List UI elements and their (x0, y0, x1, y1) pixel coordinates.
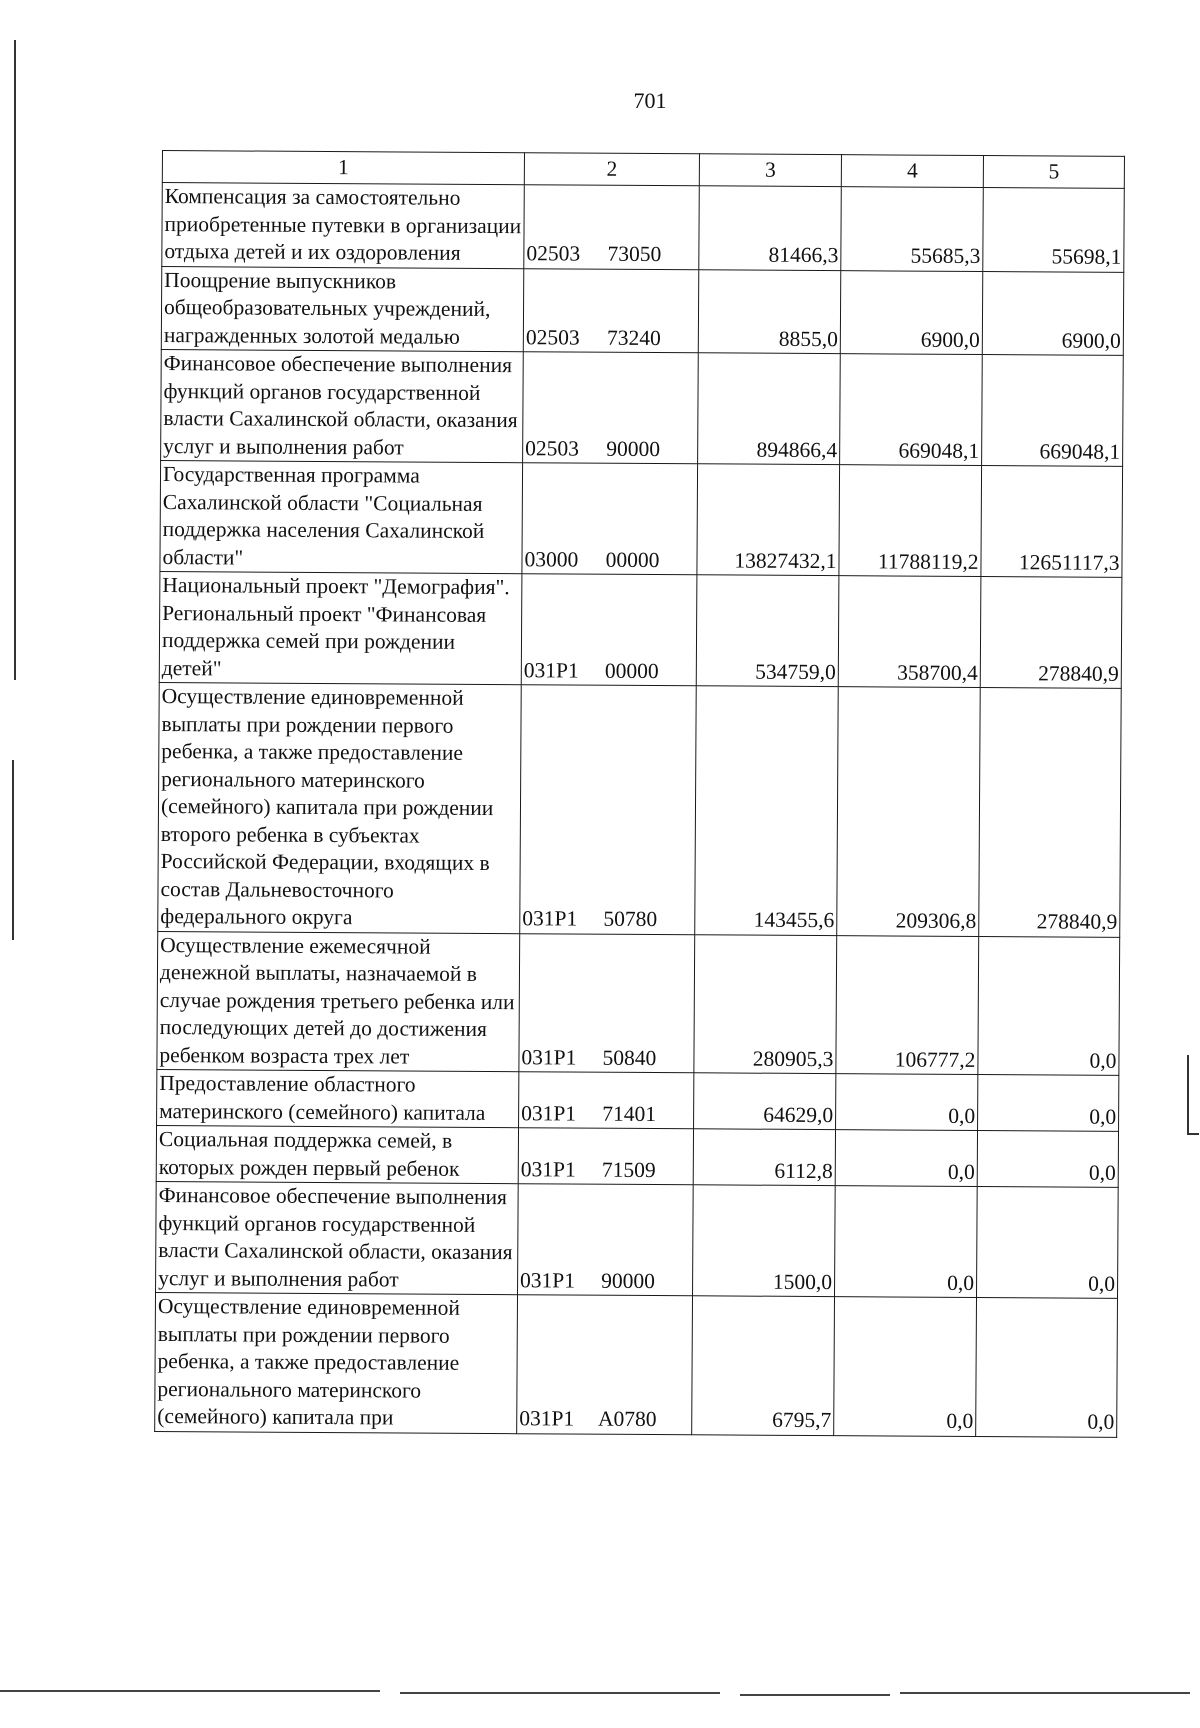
program-code: 02503 (525, 435, 580, 461)
column-header: 2 (524, 153, 699, 186)
value-col4: 0,0 (834, 1297, 977, 1436)
program-code: 031P1 (523, 657, 579, 683)
row-code (523, 268, 699, 353)
value-col5: 278840,9 (979, 688, 1122, 937)
row-code (521, 574, 697, 686)
value-col3: 280905,3 (694, 934, 837, 1073)
scan-bottom-rule (900, 1692, 1190, 1694)
value-col4: 0,0 (836, 1074, 978, 1131)
scan-binding-edge (12, 760, 14, 940)
value-col4: 106777,2 (836, 935, 979, 1074)
direction-code: 50840 (602, 1045, 657, 1070)
program-code: 031P1 (519, 1406, 575, 1431)
scan-binding-edge (14, 40, 16, 680)
direction-code: 71509 (601, 1157, 656, 1182)
value-col4: 358700,4 (838, 576, 981, 688)
page-number: 701 (633, 88, 667, 113)
value-col3: 81466,3 (699, 186, 842, 270)
value-col5: 0,0 (978, 936, 1120, 1075)
program-code: 031P1 (522, 906, 578, 931)
row-name: Осуществление единовременной выплаты при рождении первого ребенка, а также предоставление регионального материнского (семейного) капитала при рождении второго ребенка в субъектах Российской Федерации, входящих в состав Дальневосточного федерального округа (158, 682, 522, 933)
value-col3: 534759,0 (696, 575, 839, 687)
value-col3: 64629,0 (694, 1073, 836, 1130)
column-header: 5 (983, 156, 1124, 189)
direction-code: 71401 (602, 1101, 657, 1126)
row-name: Предоставление областного материнского (семейного) капитала (157, 1069, 519, 1127)
table-row (158, 682, 1122, 936)
table-row (161, 349, 1124, 466)
value-col5: 6900,0 (982, 271, 1124, 355)
value-col3: 894866,4 (698, 353, 841, 465)
table-row (162, 183, 1124, 272)
budget-table (154, 150, 1125, 1437)
column-header: 3 (699, 154, 841, 187)
value-col4: 669048,1 (840, 354, 983, 466)
row-name: Национальный проект "Демография". Региональный проект "Финансовая поддержка семей при рождении детей" (159, 571, 522, 684)
scan-right-mark (1187, 1055, 1189, 1135)
direction-code: 00000 (605, 547, 660, 572)
direction-code: A0780 (597, 1406, 657, 1432)
program-code: 02503 (526, 241, 581, 266)
program-code: 031P1 (520, 1156, 576, 1182)
value-col4: 209306,8 (837, 687, 981, 936)
row-code (519, 933, 695, 1073)
value-col3: 6795,7 (692, 1296, 835, 1435)
row-name: Компенсация за самостоятельно приобретенные путевки в организации отдыха детей и их оздоровления (162, 183, 525, 269)
value-col5: 0,0 (977, 1131, 1118, 1188)
value-col3: 143455,6 (695, 686, 839, 935)
program-code: 031P1 (521, 1044, 577, 1070)
value-col4: 6900,0 (840, 270, 983, 354)
row-code (522, 463, 698, 575)
row-code (518, 1128, 693, 1185)
value-col4: 0,0 (835, 1130, 977, 1187)
value-col3: 6112,8 (693, 1129, 835, 1186)
value-col4: 11788119,2 (839, 465, 982, 577)
row-code (523, 352, 699, 464)
scan-bottom-rule (740, 1694, 890, 1696)
table-row (156, 1181, 1119, 1298)
row-code (518, 1184, 694, 1296)
value-col5: 669048,1 (982, 355, 1124, 467)
row-name: Осуществление ежемесячной денежной выплаты, назначаемой в случае рождения третьего ребенка или последующих детей до достижения ребенком возраста трех лет (157, 931, 520, 1072)
table-row (161, 266, 1123, 355)
row-code (524, 185, 700, 270)
column-header: 1 (162, 151, 524, 185)
value-col3: 8855,0 (698, 269, 841, 353)
value-col5: 0,0 (977, 1186, 1119, 1298)
table-row (157, 931, 1120, 1075)
value-col4: 55685,3 (841, 187, 984, 271)
value-col5: 0,0 (978, 1075, 1119, 1132)
row-name: Осуществление единовременной выплаты при рождении первого ребенка, а также предоставление регионального материнского (семейного) капитала при (155, 1292, 518, 1433)
value-col3: 1500,0 (693, 1185, 836, 1297)
direction-code: 90000 (601, 1268, 656, 1293)
value-col5: 12651117,3 (981, 466, 1123, 578)
value-col5: 278840,9 (980, 577, 1122, 689)
value-col5: 55698,1 (983, 188, 1125, 272)
direction-code: 73050 (607, 241, 662, 267)
scan-bottom-rule (0, 1690, 380, 1692)
row-name: Финансовое обеспечение выполнения функций органов государственной власти Сахалинской области, оказания услуг и выполнения работ (156, 1181, 519, 1294)
direction-code: 00000 (604, 658, 659, 683)
program-code: 03000 (524, 546, 579, 572)
direction-code: 50780 (603, 906, 658, 932)
table-row (155, 1292, 1118, 1436)
program-code: 02503 (525, 324, 580, 350)
table-row (160, 460, 1123, 577)
row-name: Финансовое обеспечение выполнения функций органов государственной власти Сахалинской области, оказания услуг и выполнения работ (161, 349, 524, 462)
table-row (157, 1069, 1119, 1131)
row-name: Поощрение выпускников общеобразовательных учреждений, награжденных золотой медалью (161, 266, 524, 352)
direction-code: 73240 (606, 325, 661, 350)
scan-right-mark (1187, 1133, 1199, 1135)
row-code (517, 1295, 693, 1435)
row-code (520, 685, 697, 935)
table-row (156, 1125, 1118, 1187)
direction-code: 90000 (606, 436, 661, 461)
row-code (519, 1072, 694, 1129)
value-col4: 0,0 (835, 1186, 978, 1298)
row-name: Государственная программа Сахалинской области "Социальная поддержка населения Сахалинской области" (160, 460, 523, 573)
scan-bottom-rule (400, 1692, 720, 1694)
program-code: 031P1 (520, 1267, 576, 1293)
value-col3: 13827432,1 (697, 464, 840, 576)
column-header: 4 (841, 155, 983, 188)
program-code: 031P1 (521, 1100, 577, 1126)
row-name: Социальная поддержка семей, в которых рожден первый ребенок (156, 1125, 518, 1183)
value-col5: 0,0 (976, 1297, 1118, 1436)
table-row (159, 571, 1122, 688)
